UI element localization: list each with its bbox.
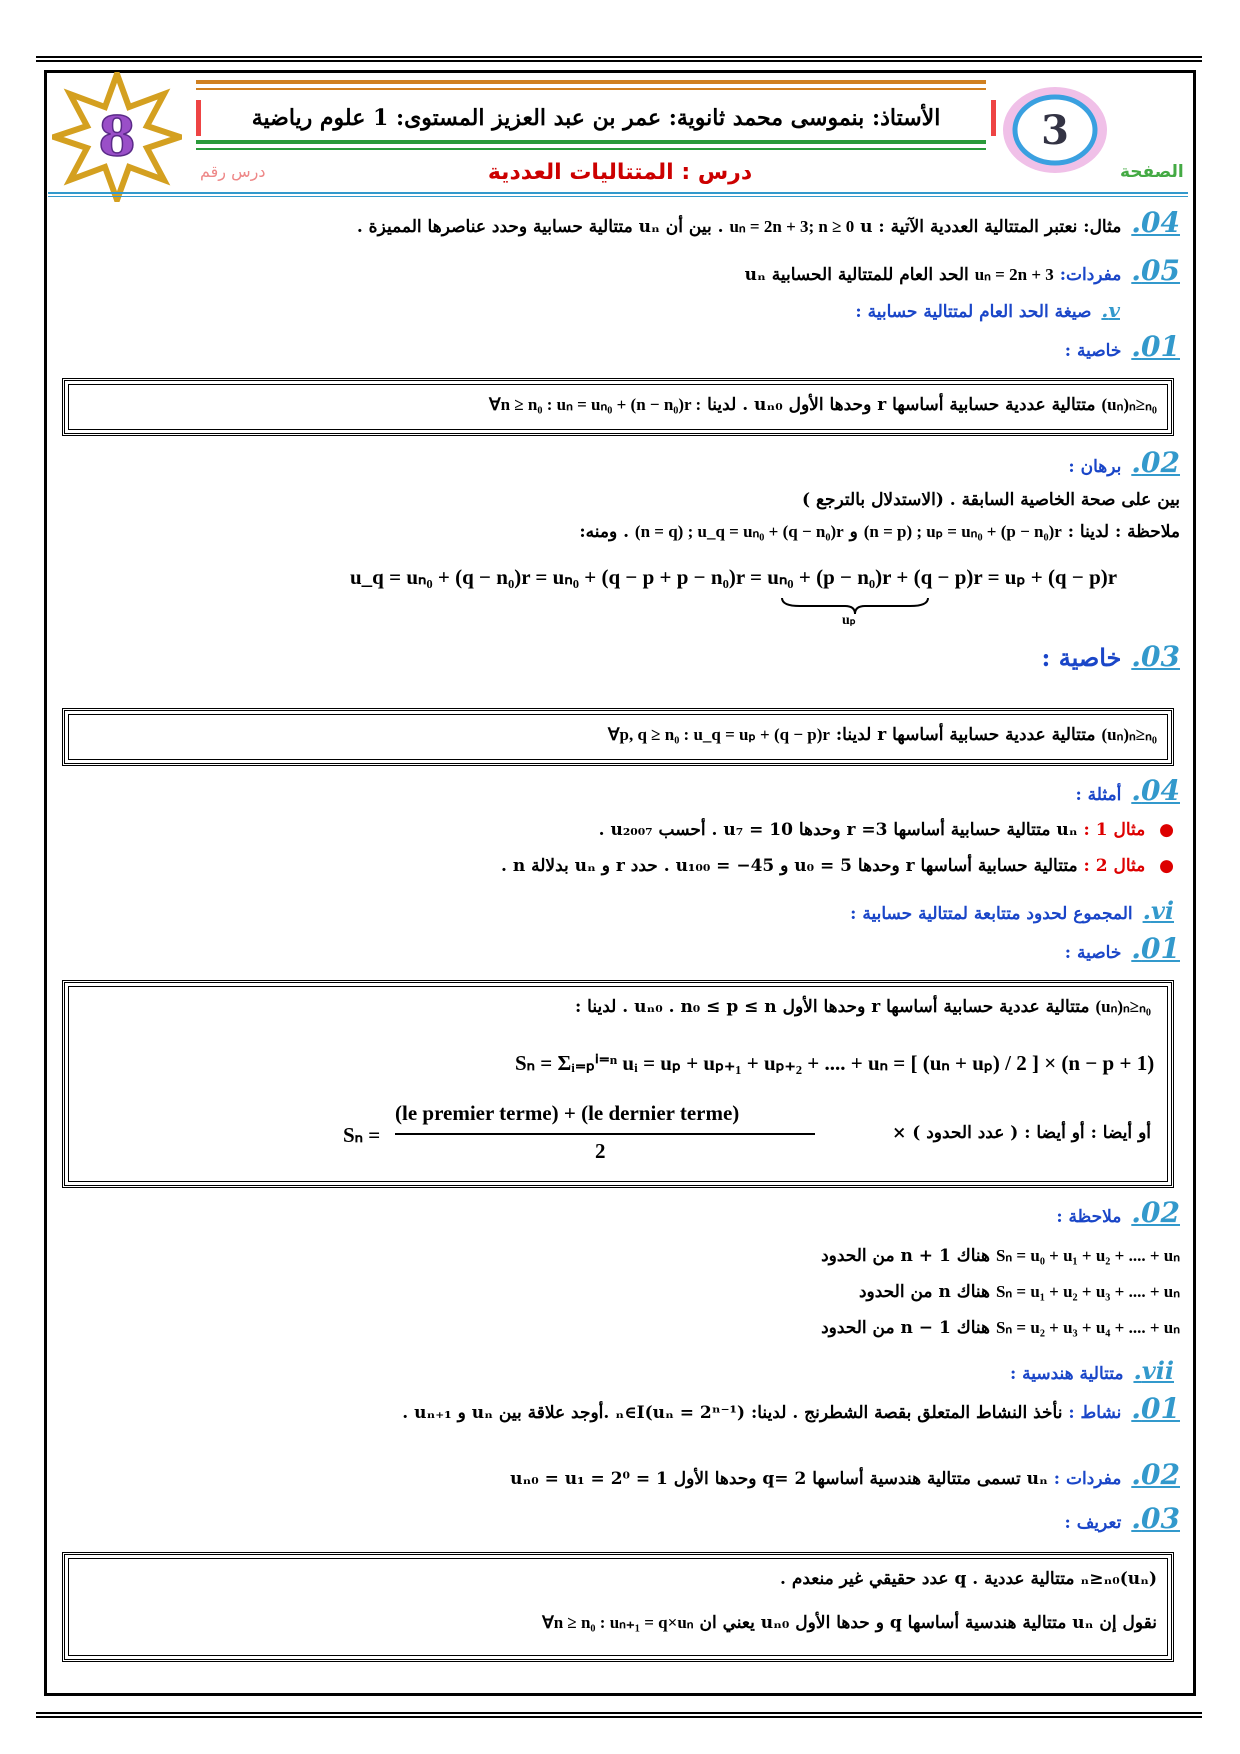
item-number: 04. xyxy=(1131,206,1180,239)
property-label: خاصية : xyxy=(1064,943,1122,963)
note-label: ملاحظة : xyxy=(1056,1207,1122,1227)
example-2-text: متتالية حسابية أساسها r وحدها u₀ = 5 و u₁₀₀ = −45 . حدد r و uₙ بدلالة n . xyxy=(500,856,1078,876)
examples-label: أمثلة : xyxy=(1075,785,1122,805)
lesson-star-badge xyxy=(52,72,182,202)
property-label: خاصية : xyxy=(1041,643,1122,672)
definition-03 xyxy=(1065,1502,1180,1535)
sum-row-3 xyxy=(821,1318,1180,1338)
property-box-1 xyxy=(62,378,1174,436)
fraction-bar xyxy=(395,1133,815,1135)
item-number: 02. xyxy=(1131,1196,1180,1229)
header-bar-green-2 xyxy=(196,148,986,150)
section-number: v. xyxy=(1101,298,1120,322)
section-title: صيغة الحد العام لمتتالية حسابية : xyxy=(855,302,1092,322)
box4-math: ∀n ≥ n₀ : uₙ₊₁ = q×uₙ xyxy=(542,1613,694,1632)
proof-label: برهان : xyxy=(1068,457,1122,477)
sum-3-math: Sₙ = u₂ + u₃ + u₄ + .... + uₙ xyxy=(995,1318,1180,1337)
lesson-title: درس : المتتاليات العددية xyxy=(487,160,753,185)
sum-1-text: هناك n + 1 من الحدود xyxy=(821,1246,991,1266)
section-number: vii. xyxy=(1133,1356,1174,1385)
vocab-label: مفردات : xyxy=(1053,1469,1122,1489)
proof-line-1: بين على صحة الخاصية السابقة . (الاستدلال بالترجع ) xyxy=(802,490,1180,510)
box1-math-left: (uₙ)ₙ≥ₙ₀ xyxy=(1101,395,1157,414)
item-number: 03. xyxy=(1131,640,1180,673)
examples-04 xyxy=(1075,774,1180,807)
section-vii xyxy=(1010,1356,1174,1385)
property-01 xyxy=(1065,330,1180,363)
item-number: 04. xyxy=(1131,774,1180,807)
example-04 xyxy=(357,206,1180,239)
property-label: خاصية : xyxy=(1064,341,1122,361)
vocab-05 xyxy=(745,254,1180,287)
item-number: 01. xyxy=(1131,1392,1180,1425)
example-1-label: مثال 1 : xyxy=(1083,820,1146,840)
proof-equation: u_q = uₙ₀ + (q − n₀)r = uₙ₀ + (q − p + p − n₀)r = uₙ₀ + (p − n₀)r + (q − p)r = uₚ + (q − p)r xyxy=(350,565,1118,589)
example-1-text: uₙ متتالية حسابية أساسها r =3 وحدها u₇ = 10 . أحسب u₂₀₀₇ . xyxy=(598,820,1078,840)
section-number: vi. xyxy=(1142,896,1174,925)
definition-box xyxy=(62,1552,1174,1662)
definition-label: تعريف : xyxy=(1064,1513,1122,1533)
sum-1-math: Sₙ = u₀ + u₁ + u₂ + .... + uₙ xyxy=(995,1246,1180,1265)
property-box-2 xyxy=(62,708,1174,766)
item-number: 05. xyxy=(1131,254,1180,287)
sum-row-2 xyxy=(859,1282,1180,1302)
ex04-math: uₙ = 2n + 3; n ≥ 0 xyxy=(729,217,855,236)
example-2 xyxy=(501,856,1174,876)
note-02 xyxy=(1056,1196,1180,1229)
box4-line1: (uₙ)ₙ≥ₙ₀ متتالية عددية . q عدد حقيقي غير منعدم . xyxy=(779,1569,1157,1589)
underbrace-label: uₚ xyxy=(842,613,856,628)
box1-math-right: ∀n ≥ n₀ : uₙ = uₙ₀ + (n − n₀)r : xyxy=(488,395,702,414)
section-v xyxy=(855,298,1120,322)
ex04-text2: . بين أن uₙ متتالية حسابية وحدد عناصرها المميزة . xyxy=(356,217,724,237)
lesson-badge-number: 8 xyxy=(98,104,136,168)
item-number: 03. xyxy=(1131,1502,1180,1535)
header-separator xyxy=(48,192,1188,194)
box3-alt-denominator: 2 xyxy=(595,1139,606,1163)
vocab-label: مفردات: xyxy=(1059,265,1122,285)
box3-line1 xyxy=(575,997,1151,1017)
item-number: 01. xyxy=(1131,932,1180,965)
item-number: 02. xyxy=(1131,1458,1180,1491)
proof-and: و xyxy=(849,522,858,542)
box4-text: نقول إن uₙ متتالية هندسية أساسها q و حدها الأول uₙ₀ يعني ان xyxy=(699,1613,1157,1633)
section-vi xyxy=(850,896,1174,925)
proof-then: . ومنه: xyxy=(579,522,629,542)
vocab-math: uₙ = 2n + 3 xyxy=(974,265,1054,284)
sum-2-text: هناك n من الحدود xyxy=(858,1282,991,1302)
vocab-02 xyxy=(510,1458,1180,1491)
example-2-label: مثال 2 : xyxy=(1083,856,1146,876)
teacher-line: الأستاذ: بنموسى محمد ثانوية: عمر بن عبد العزيز المستوى: 1 علوم رياضية xyxy=(196,100,996,136)
property-03 xyxy=(1042,640,1181,673)
item-number: 02. xyxy=(1131,446,1180,479)
example-1 xyxy=(599,820,1174,840)
ex04-text: مثال: نعتبر المتتالية العددية الآتية : u xyxy=(860,217,1122,237)
header-separator-2 xyxy=(48,196,1188,197)
item-number: 01. xyxy=(1131,330,1180,363)
activity-text: نأخذ النشاط المتعلق بقصة الشطرنج . لدينا: (uₙ = 2ⁿ⁻¹)ₙ∈I .أوجد علاقة بين uₙ و uₙ₊₁ . xyxy=(402,1403,1063,1423)
proof-note: ملاحظة : لدينا : xyxy=(1067,522,1180,542)
section-title: متتالية هندسية : xyxy=(1009,1364,1124,1384)
box3-alt-numerator: (le premier terme) + (le dernier terme) xyxy=(395,1101,740,1125)
box2-line xyxy=(608,725,1157,745)
header-bar-orange xyxy=(196,80,986,84)
sum-2-math: Sₙ = u₁ + u₂ + u₃ + .... + uₙ xyxy=(995,1282,1180,1301)
page-badge-number: 3 xyxy=(1041,107,1069,154)
box3-math-left: (uₙ)ₙ≥ₙ₀ xyxy=(1095,997,1151,1016)
box1-line xyxy=(489,395,1157,415)
box2-text: متتالية عددية حسابية أساسها r لدينا: xyxy=(835,725,1096,745)
box4-line2 xyxy=(542,1613,1157,1633)
sum-formula: Sₙ = Σᵢ₌ₚⁱ⁼ⁿ uᵢ = uₚ + uₚ₊₁ + uₚ₊₂ + .... + uₙ = [ (uₙ + uₚ) / 2 ] × (n − p + 1) xyxy=(515,1051,1155,1075)
activity-01 xyxy=(402,1392,1180,1425)
sum-box xyxy=(62,980,1174,1188)
vocab-text: uₙ تسمى متتالية هندسية أساسها q= 2 وحدها الأول uₙ₀ = u₁ = 2⁰ = 1 xyxy=(510,1469,1048,1489)
box3-text: متتالية عددية حسابية أساسها r وحدها الأول uₙ₀ . n₀ ≤ p ≤ n . لدينا : xyxy=(574,997,1090,1017)
box2-math-left: (uₙ)ₙ≥ₙ₀ xyxy=(1101,725,1157,744)
page-label: الصفحة xyxy=(1120,162,1184,182)
box1-text: متتالية عددية حسابية أساسها r وحدها الأول xyxy=(788,395,1096,415)
proof-02 xyxy=(1068,446,1180,479)
bullet-icon: ● xyxy=(1159,856,1174,876)
page-circle-badge xyxy=(1000,84,1110,176)
box3-alt-sn: Sₙ = xyxy=(343,1123,381,1147)
header-bar-orange-2 xyxy=(196,88,986,90)
box2-math-right: ∀p, q ≥ n₀ : u_q = uₚ + (q − p)r xyxy=(607,725,830,744)
sum-3-text: هناك n − 1 من الحدود xyxy=(821,1318,991,1338)
proof-math-1: (n = p) ; uₚ = uₙ₀ + (p − n₀)r xyxy=(863,522,1062,541)
header-bar-green xyxy=(196,140,986,144)
section-title: المجموع لحدود متتابعة لمتتالية حسابية : xyxy=(850,904,1133,924)
vocab-text: الحد العام للمتتالية الحسابية uₙ xyxy=(744,265,969,285)
proof-line-2 xyxy=(579,522,1180,542)
sum-property-01 xyxy=(1065,932,1180,965)
proof-math-2: (n = q) ; u_q = uₙ₀ + (q − n₀)r xyxy=(634,522,844,541)
box3-alt-label: أو أيضا : أو أيضا : ( عدد الحدود ) × xyxy=(892,1123,1151,1143)
bullet-icon: ● xyxy=(1159,820,1174,840)
box1-mid: uₙ₀ . لدينا xyxy=(707,395,783,415)
activity-label: نشاط : xyxy=(1068,1403,1122,1423)
sum-row-1 xyxy=(821,1246,1180,1266)
lesson-number-label: درس رقم xyxy=(200,162,266,181)
